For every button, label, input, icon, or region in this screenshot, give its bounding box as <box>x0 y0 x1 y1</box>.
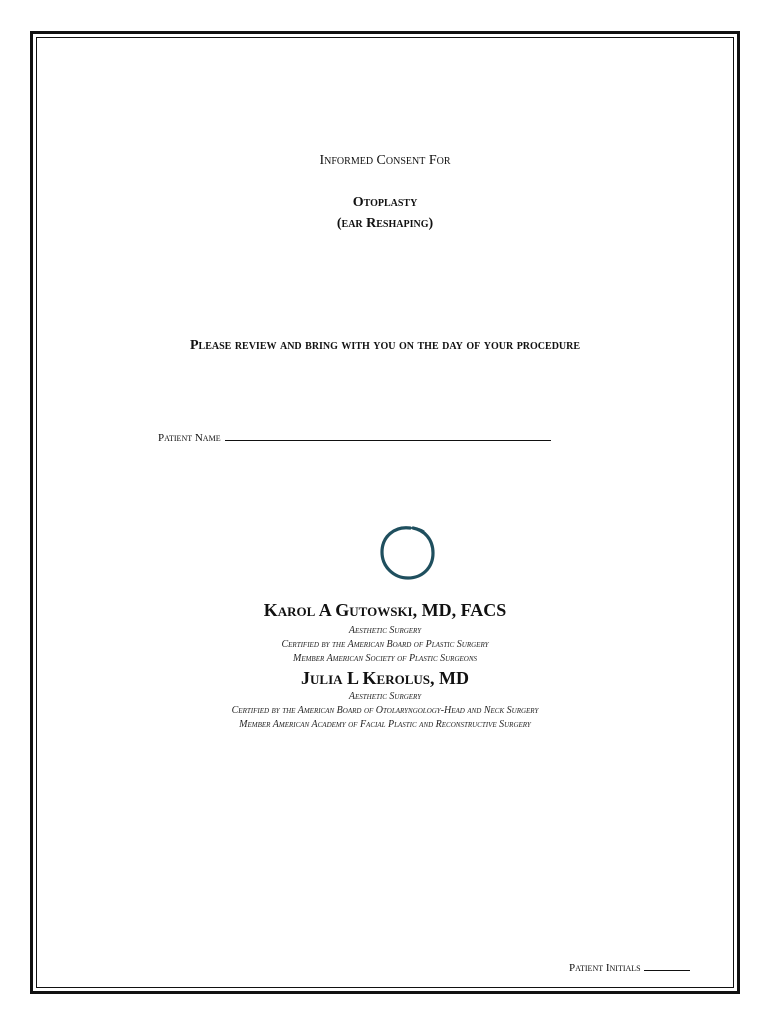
doctor-2-name: Julia L Kerolus, MD <box>301 668 469 688</box>
doctor-2-certification: Certified by the American Board of Otolaryngology-Head and Neck Surgery <box>231 705 539 716</box>
procedure-title: Otoplasty <box>352 195 418 210</box>
patient-initials-line[interactable] <box>644 961 690 971</box>
patient-initials-label: Patient Initials <box>569 962 641 974</box>
circle-swoosh-logo-icon <box>377 523 437 583</box>
page-border-inner <box>36 37 734 988</box>
patient-name-field[interactable] <box>158 430 551 444</box>
patient-initials-field[interactable] <box>569 961 690 974</box>
procedure-subtitle: (ear Reshaping) <box>336 216 434 231</box>
doctor-1-certification: Certified by the American Board of Plastic Surgery <box>281 639 489 650</box>
doctor-1-specialty: Aesthetic Surgery <box>348 625 422 636</box>
doctor-2-membership: Member American Academy of Facial Plastic and Reconstructive Surgery <box>239 719 531 730</box>
doctor-2-specialty: Aesthetic Surgery <box>348 691 422 702</box>
doctor-1-membership: Member American Society of Plastic Surgeons <box>292 653 478 664</box>
instruction-text: Please review and bring with you on the day of your procedure <box>189 338 581 353</box>
patient-name-line[interactable] <box>225 430 551 441</box>
consent-heading: Informed Consent For <box>319 153 451 168</box>
doctor-1-name: Karol A Gutowski, MD, FACS <box>263 600 507 620</box>
patient-name-label: Patient Name <box>158 432 221 444</box>
